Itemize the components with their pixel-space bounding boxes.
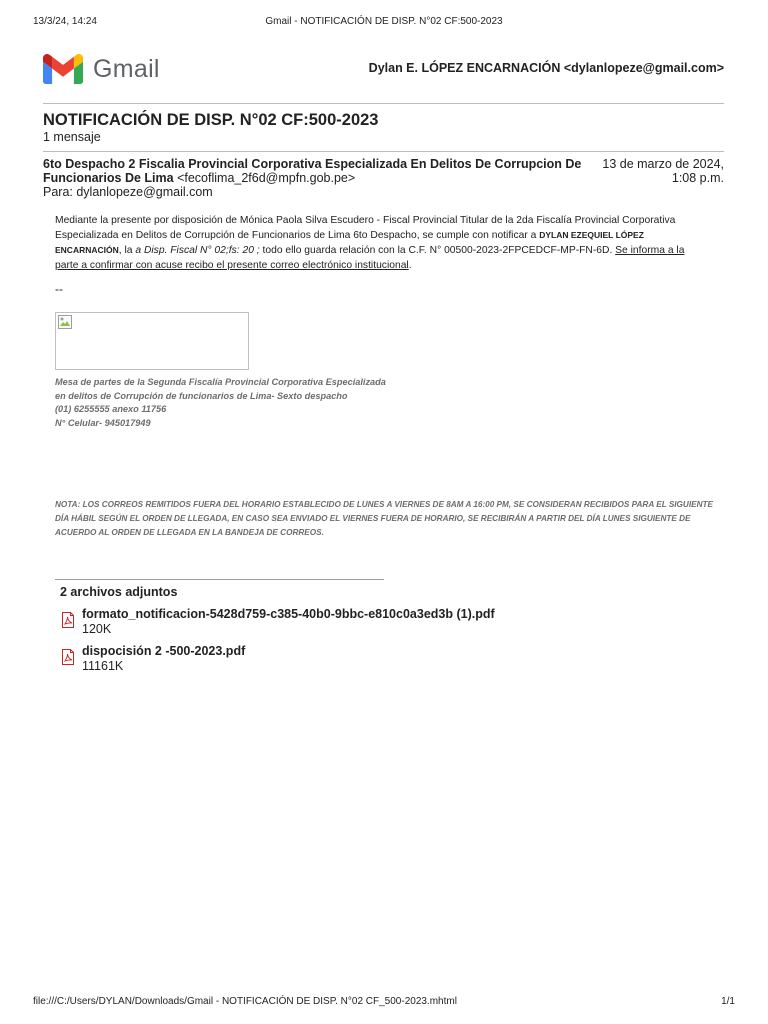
attachment-size: 120K xyxy=(82,622,112,636)
message-recipient: Para: dylanlopeze@gmail.com xyxy=(43,185,213,199)
body-connector: , la xyxy=(118,245,136,256)
attachments-divider xyxy=(55,579,384,580)
attachment-item[interactable] xyxy=(60,644,660,676)
print-header xyxy=(33,16,735,30)
message-date-day: 13 de marzo de 2024, xyxy=(602,157,724,171)
signature-line: Mesa de partes de la Segunda Fiscalía Provincial Corporativa Especializada xyxy=(55,377,386,387)
message-count: 1 mensaje xyxy=(43,130,101,144)
body-confirmation-request: Se informa a la parte a confirmar con acuse recibo el presente correo electrónico institucional xyxy=(55,245,685,271)
pdf-icon xyxy=(60,612,76,628)
signature-line: N° Celular- 945017949 xyxy=(55,417,151,428)
message-date-time: 1:08 p.m. xyxy=(671,171,724,185)
body-intro: Mediante la presente por disposición de Mónica Paola Silva Escudero - Fiscal Provincial Titular de la 2da Fiscalía Provincial Corporativa Especializada en Delitos de Corrupción de Funcionarios de Lima 6to Despacho, se cumple con notificar a xyxy=(55,215,676,241)
sender-email[interactable]: <fecoflima_2f6d@mpfn.gob.pe> xyxy=(177,171,356,185)
body-recipient-name: DYLAN EZEQUIEL LÓPEZ ENCARNACIÓN xyxy=(55,230,644,255)
signature-line: en delitos de Corrupción de funcionarios de Lima- Sexto despacho xyxy=(55,390,348,401)
body-case-ref: todo ello guarda relación con la C.F. N° 00500-2023-2FPCEDCF-MP-FN-6D. xyxy=(259,245,616,256)
signature-image xyxy=(55,312,249,370)
print-footer xyxy=(33,996,735,1010)
message-date xyxy=(584,157,724,185)
attachment-size: 11161K xyxy=(82,659,124,673)
print-page-title: Gmail - NOTIFICACIÓN DE DISP. N°02 CF:500-2023 xyxy=(265,16,503,27)
print-datetime: 13/3/24, 14:24 xyxy=(33,16,97,27)
signature-line: (01) 6255555 anexo 11756 xyxy=(55,404,167,414)
attachment-name[interactable]: formato_notificacion-5428d759-c385-40b0-9bbc-e810c0a3ed3b (1).pdf xyxy=(82,607,495,621)
email-signature xyxy=(55,376,386,430)
gmail-m-icon xyxy=(43,54,83,84)
subject-divider xyxy=(43,151,724,152)
pdf-icon xyxy=(60,649,76,665)
body-end: . xyxy=(408,260,412,271)
message-body xyxy=(55,213,705,273)
office-hours-note: NOTA: LOS CORREOS REMITIDOS FUERA DEL HORARIO ESTABLECIDO DE LUNES A VIERNES DE 8AM A 16:00 PM, SE CONSIDERAN RECIBIDOS PARA EL SIGUIENTE DÍA HÁBIL SEGÚN EL ORDEN DE LLEGADA, EN CASO SEA ENVIADO EL VIERNES FUERA DE HORARIO, SE RECIBIRÁN A PARTIR DEL DÍA LUNES SIGUIENTE DE ACUERDO AL ORDEN DE LLEGADA EN LA BANDEJA DE CORREOS. xyxy=(55,500,713,537)
header-divider xyxy=(43,103,724,104)
broken-image-icon xyxy=(58,315,72,329)
account-identity: Dylan E. LÓPEZ ENCARNACIÓN <dylanlopeze@gmail.com> xyxy=(368,61,724,75)
signature-separator: -- xyxy=(55,282,63,296)
print-page-number: 1/1 xyxy=(721,996,735,1007)
thread-subject: NOTIFICACIÓN DE DISP. N°02 CF:500-2023 xyxy=(43,111,379,129)
sender-name: 6to Despacho 2 Fiscalia Provincial Corporativa Especializada En Delitos De Corrupcion De Funcionarios De Lima xyxy=(43,157,582,185)
attachment-name[interactable]: dispocisión 2 -500-2023.pdf xyxy=(82,644,246,658)
print-file-path: file:///C:/Users/DYLAN/Downloads/Gmail - NOTIFICACIÓN DE DISP. N°02 CF_500-2023.mhtml xyxy=(33,996,457,1007)
message-sender xyxy=(43,157,599,185)
attachment-item[interactable] xyxy=(60,607,660,639)
gmail-header xyxy=(43,52,724,88)
body-disposition-ref: a Disp. Fiscal N° 02;fs: 20 ; xyxy=(135,245,260,256)
gmail-wordmark: Gmail xyxy=(93,55,160,83)
attachments-title: 2 archivos adjuntos xyxy=(60,585,178,599)
